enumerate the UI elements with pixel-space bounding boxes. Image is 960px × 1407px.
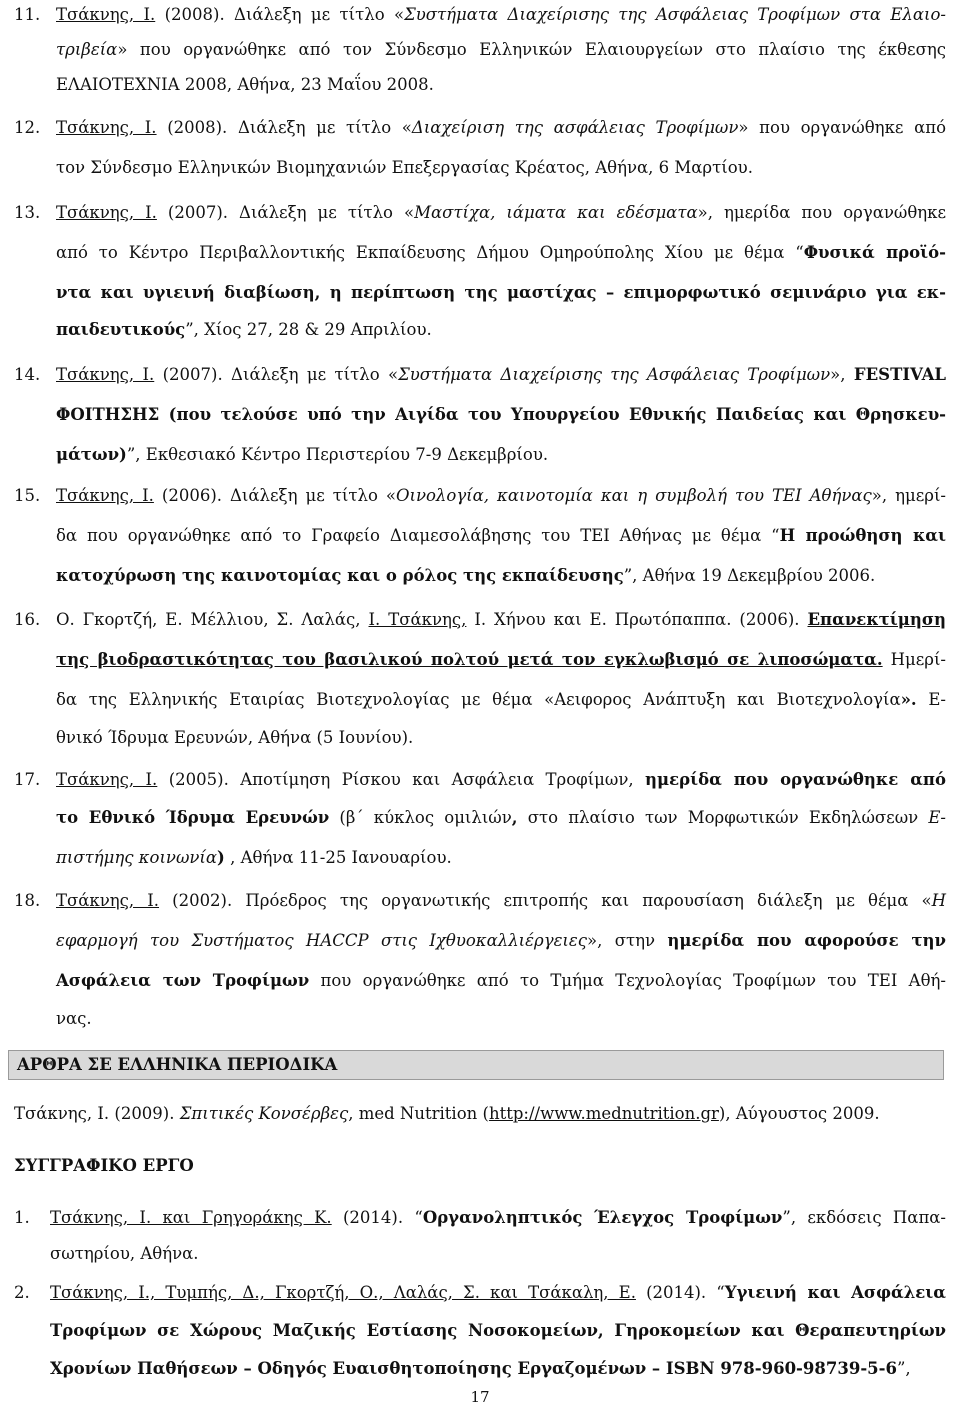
entry-text (56, 528, 946, 545)
entry-text (56, 488, 946, 505)
entry-text (50, 1361, 946, 1378)
text-run: Φυσικά προϊό- (803, 243, 946, 262)
entry-text (56, 245, 946, 262)
entry-line (14, 652, 946, 672)
entry-text (50, 1285, 946, 1302)
entry-text (56, 772, 946, 789)
text-run: ”, Χίος 27, 28 & 29 Απριλίου. (185, 320, 432, 339)
text-run: ”, (896, 1359, 911, 1378)
entry-line (14, 1246, 946, 1266)
text-run[interactable]: http://www.mednutrition.gr (488, 1104, 719, 1123)
text-run: » που οργανώθηκε από (738, 118, 946, 137)
entry-text (56, 42, 946, 59)
entry-line (14, 850, 946, 870)
text-run: , (511, 808, 518, 827)
entry-line (14, 568, 946, 588)
text-run: Ο. Γκορτζή, Ε. Μέλλιου, Σ. Λαλάς, (56, 610, 369, 629)
text-run: το Εθνικό Ίδρυμα Ερευνών (56, 808, 330, 827)
text-run: Τσάκνης, Ι. (56, 365, 155, 384)
entry-text (56, 568, 946, 585)
text-run: , Αθήνα 11-25 Ιανουαρίου. (224, 848, 452, 867)
text-run: ΕΛΑΙΟΤΕΧΝΙΑ 2008, Αθήνα, 23 Μαΐου 2008. (56, 75, 434, 94)
entry-text (50, 1323, 946, 1340)
entry-line (14, 120, 946, 140)
section-heading-books: ΣΥΓΓΡΑΦΙΚΟ ΕΡΓΟ (14, 1156, 194, 1175)
text-run: Διαχείριση της ασφάλειας Τροφίμων (411, 118, 739, 137)
text-run: Η προώθηση και (779, 526, 946, 545)
entry-line (14, 447, 946, 467)
text-run: ». (900, 690, 917, 709)
entry-line (14, 810, 946, 830)
entry-number: 13. (14, 203, 41, 222)
text-run: Χρονίων Παθήσεων – Οδηγός Ευαισθητοποίησης Εργαζομένων – ISBN 978-960-98739-5-6 (50, 1359, 897, 1378)
entry-line (14, 205, 946, 225)
text-run: ”, εκδόσεις Παπα- (782, 1208, 947, 1227)
entry-line (14, 1361, 946, 1381)
text-run: Συστήματα Διαχείρισης της Ασφάλειας Τροφίμων (398, 365, 831, 384)
text-run: », ημερί- (871, 486, 946, 505)
text-run: τριβεία (56, 40, 118, 59)
entry-text (56, 933, 946, 950)
text-run: Υγιεινή και Ασφάλεια (724, 1283, 946, 1302)
text-run: (2005). Αποτίμηση Ρίσκου και Ασφάλεια Τροφίμων, (157, 770, 646, 789)
text-run: », στην (587, 931, 668, 950)
entry-line (14, 1285, 946, 1305)
text-run: (2007). Διάλεξη με τίτλο « (154, 365, 399, 384)
entry-line (14, 893, 946, 913)
entry-number: 11. (14, 5, 41, 24)
entry-text (56, 730, 946, 747)
text-run: Τσάκνης, Ι. (2009). (14, 1104, 180, 1123)
entry-text (56, 1011, 946, 1028)
entry-line (14, 77, 946, 97)
text-run: (2014). “ (331, 1208, 423, 1227)
entry-text (56, 7, 946, 24)
text-run: πιστήμης κοινωνία (56, 848, 218, 867)
text-run: (β΄ κύκλος ομιλιών (329, 808, 512, 827)
entry-line (14, 973, 946, 993)
text-run: σωτηρίου, Αθήνα. (50, 1244, 199, 1263)
entry-text (50, 1210, 946, 1227)
text-run: Τσάκνης, Ι. (56, 118, 157, 137)
text-run: ”, Αθήνα 19 Δεκεμβρίου 2006. (623, 566, 876, 585)
text-run: Ε- (916, 690, 946, 709)
article-entry (14, 1106, 946, 1123)
page-number: 17 (470, 1388, 490, 1406)
text-run: FESTIVAL (853, 365, 946, 384)
entry-text (56, 652, 946, 669)
section-heading-articles: ΑΡΘΡΑ ΣΕ ΕΛΛΗΝΙΚΑ ΠΕΡΙΟΔΙΚΑ (8, 1050, 944, 1080)
entry-line (14, 1323, 946, 1343)
text-run: δα της Ελληνικής Εταιρίας Βιοτεχνολογίας με θέμα «Αειφορος Ανάπτυξη και Βιοτεχνολογία (56, 690, 901, 709)
entry-number: 16. (14, 610, 41, 629)
text-run: Σπιτικές Κονσέρβες (179, 1104, 349, 1123)
text-run: νας. (56, 1009, 92, 1028)
entry-line (14, 1210, 946, 1230)
text-run: Επανεκτίμηση (807, 610, 947, 629)
text-run: Οινολογία, καινοτομία και η συμβολή του ΤΕΙ Αθήνας (395, 486, 872, 505)
entry-number: 1. (14, 1208, 30, 1227)
text-run: Τσάκνης, Ι. (56, 203, 157, 222)
text-run: τον Σύνδεσμο Ελληνικών Βιομηχανιών Επεξεργασίας Κρέατος, Αθήνα, 6 Μαρτίου. (56, 158, 753, 177)
entry-text (56, 160, 946, 177)
entry-line (14, 933, 946, 953)
entry-line (14, 322, 946, 342)
text-run: της βιοδραστικότητας του βασιλικού πολτού μετά τον εγκλωβισμό σε λιποσώματα. (56, 650, 883, 669)
text-run: Τσάκνης, Ι. και Γρηγοράκης Κ. (50, 1208, 332, 1227)
entry-text (56, 612, 946, 629)
entry-number: 2. (14, 1283, 30, 1302)
text-run: δα που οργανώθηκε από το Γραφείο Διαμεσολάβησης του ΤΕΙ Αθήνας με θέμα “ (56, 526, 780, 545)
text-run: Τσάκνης, Ι. (56, 891, 160, 910)
text-run: (2007). Διάλεξη με τίτλο « (156, 203, 415, 222)
entry-line (14, 612, 946, 632)
entry-text (56, 322, 946, 339)
text-run: Τσάκνης, Ι. (56, 5, 156, 24)
text-run: στο πλαίσιο των Μορφωτικών Εκδηλώσεων (517, 808, 929, 827)
text-run: (2008). Διάλεξη με τίτλο « (156, 118, 412, 137)
entry-text (56, 447, 946, 464)
text-run: Ασφάλεια των Τροφίμων (56, 971, 310, 990)
text-run: μάτων) (56, 445, 127, 464)
entry-text (56, 205, 946, 222)
text-run: », (830, 365, 854, 384)
text-run: ημερίδα που οργανώθηκε από (645, 770, 946, 789)
text-run: θνικό Ίδρυμα Ερευνών, Αθήνα (5 Ιουνίου). (56, 728, 414, 747)
text-run: που οργανώθηκε από το Τμήμα Τεχνολογίας Τροφίμων του ΤΕΙ Αθή- (309, 971, 946, 990)
entry-number: 17. (14, 770, 41, 789)
entry-line (14, 730, 946, 750)
entry-number: 14. (14, 365, 41, 384)
text-run: ντα και υγιεινή διαβίωση, η περίπτωση της μαστίχας – επιμορφωτικό σεμινάριο για εκ- (56, 283, 946, 302)
entry-text (56, 77, 946, 94)
entry-line (14, 42, 946, 62)
entry-line (14, 285, 946, 305)
text-run: Τσάκνης, Ι., Τυμπής, Δ., Γκορτζή, Ο., Λαλάς, Σ. και Τσάκαλη, Ε. (50, 1283, 636, 1302)
entry-number: 12. (14, 118, 41, 137)
entry-line (14, 528, 946, 548)
entry-number: 18. (14, 891, 41, 910)
entry-line (14, 245, 946, 265)
text-run: » που οργανώθηκε από τον Σύνδεσμο Ελληνικών Ελαιουργείων στο πλαίσιο της έκθεσης (117, 40, 946, 59)
text-run: ΦΟΙΤΗΣΗΣ (που τελούσε υπό την Αιγίδα του Υπουργείου Εθνικής Παιδείας και Θρησκευ- (56, 405, 946, 424)
text-run: (2002). Πρόεδρος της οργανωτικής επιτροπής και παρουσίαση διάλεξη με θέμα « (159, 891, 932, 910)
text-run: κατοχύρωση της καινοτομίας και ο ρόλος της εκπαίδευσης (56, 566, 624, 585)
text-run: Ημερί- (882, 650, 946, 669)
entry-number: 15. (14, 486, 41, 505)
entry-text (50, 1246, 946, 1263)
text-run: Τροφίμων σε Χώρους Μαζικής Εστίασης Νοσοκομείων, Γηροκομείων και Θεραπευτηρίων (50, 1321, 946, 1340)
text-run: Ι. Τσάκνης, (368, 610, 467, 629)
text-run: ), Αύγουστος 2009. (718, 1104, 880, 1123)
text-run: Οργανοληπτικός Έλεγχος Τροφίμων (422, 1208, 783, 1227)
entry-text (56, 120, 946, 137)
entry-line (14, 160, 946, 180)
text-run: Συστήματα Διαχείρισης της Ασφάλειας Τροφίμων στα Ελαιο- (404, 5, 946, 24)
entry-line (14, 7, 946, 27)
entry-text (56, 893, 946, 910)
entry-text (56, 367, 946, 384)
text-run: παιδευτικούς (56, 320, 186, 339)
text-run: Η (931, 891, 947, 910)
text-run: », ημερίδα που οργανώθηκε (697, 203, 946, 222)
text-run: Ε- (928, 808, 946, 827)
entry-line (14, 488, 946, 508)
entry-text (56, 407, 946, 424)
entry-text (56, 810, 946, 827)
text-run: (2014). “ (635, 1283, 725, 1302)
text-run: (2006). Διάλεξη με τίτλο « (153, 486, 396, 505)
entry-line (14, 692, 946, 712)
text-run: Τσάκνης, Ι. (56, 770, 158, 789)
entry-line (14, 407, 946, 427)
text-run: Μαστίχα, ιάματα και εδέσματα (414, 203, 698, 222)
text-run: εφαρμογή του Συστήματος HACCP στις Ιχθυοκαλλιέργειες (56, 931, 587, 950)
entry-text (56, 285, 946, 302)
text-run: ημερίδα που αφορούσε την (667, 931, 947, 950)
entry-line (14, 1011, 946, 1031)
text-run: Τσάκνης, Ι. (56, 486, 154, 505)
entry-text (56, 850, 946, 867)
entry-line (14, 772, 946, 792)
text-run: (2008). Διάλεξη με τίτλο « (155, 5, 405, 24)
entry-text (56, 973, 946, 990)
entry-text (56, 692, 946, 709)
entry-line (14, 367, 946, 387)
text-run: από το Κέντρο Περιβαλλοντικής Εκπαίδευσης Δήμου Ομηρούπολης Χίου με θέμα “ (56, 243, 804, 262)
text-run: ) (217, 848, 225, 867)
text-run: Ι. Χήνου και Ε. Πρωτόπαππα. (2006). (466, 610, 808, 629)
text-run: ”, Εκθεσιακό Κέντρο Περιστερίου 7-9 Δεκεμβρίου. (126, 445, 549, 464)
text-run: , med Nutrition ( (348, 1104, 489, 1123)
